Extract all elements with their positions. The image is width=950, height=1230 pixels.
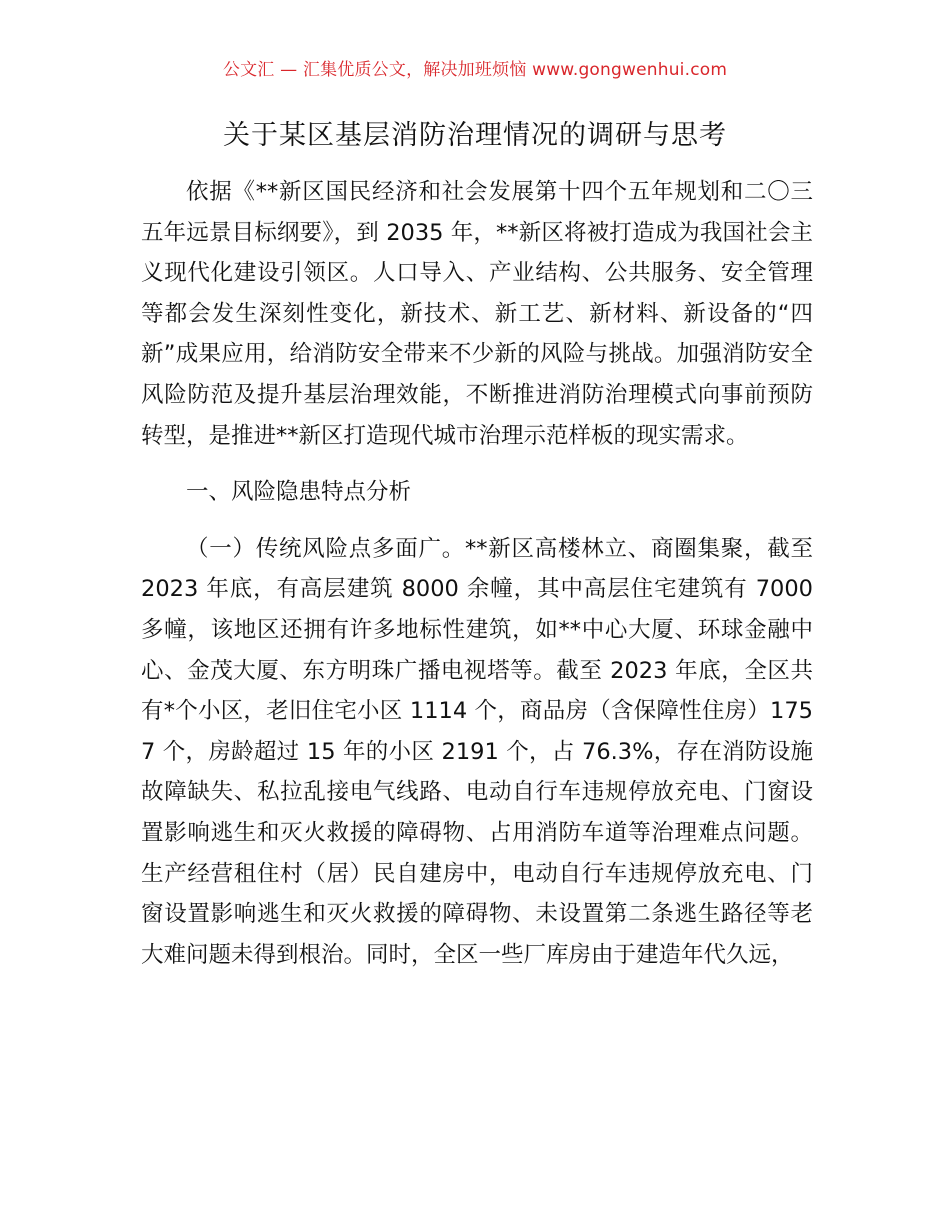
- document-title: 关于某区基层消防治理情况的调研与思考: [223, 120, 727, 151]
- section-heading: 一、风险隐患特点分析: [186, 479, 412, 506]
- document-body: [141, 172, 813, 975]
- site-banner: 公文汇 — 汇集优质公文，解决加班烦恼 www.gongwenhui.com: [222, 60, 728, 80]
- intro-paragraph: 依据《**新区国民经济和社会发展第十四个五年规划和二〇三五年远景目标纲要》，到 2035 年，**新区将被打造成为我国社会主义现代化建设引领区。人口导入、产业结构、公共服务、安全管理等都会发生深刻性变化，新技术、新工艺、新材料、新设备的“四新”成果应用，给消防安全带来不少新的风险与挑战。加强消防安全风险防范及提升基层治理效能，不断推进消防治理模式向事前预防转型，是推进**新区打造现代城市治理示范样板的现实需求。: [141, 179, 813, 449]
- subsection-paragraph: （一）传统风险点多面广。**新区高楼林立、商圈集聚，截至 2023 年底，有高层建筑 8000 余幢，其中高层住宅建筑有 7000 多幢，该地区还拥有许多地标性建筑，如**中心大厦、环球金融中心、金茂大厦、东方明珠广播电视塔等。截至 2023 年底，全区共有*个小区，老旧住宅小区 1114 个，商品房（含保障性住房）1757 个，房龄超过 15 年的小区 2191 个，占 76.3%，存在消防设施故障缺失、私拉乱接电气线路、电动自行车违规停放充电、门窗设置影响逃生和灭火救援的障碍物、占用消防车道等治理难点问题。生产经营租住村（居）民自建房中，电动自行车违规停放充电、门窗设置影响逃生和灭火救援的障碍物、未设置第二条逃生路径等老大难问题未得到根治。同时，全区一些厂库房由于建造年代久远，: [141, 535, 813, 968]
